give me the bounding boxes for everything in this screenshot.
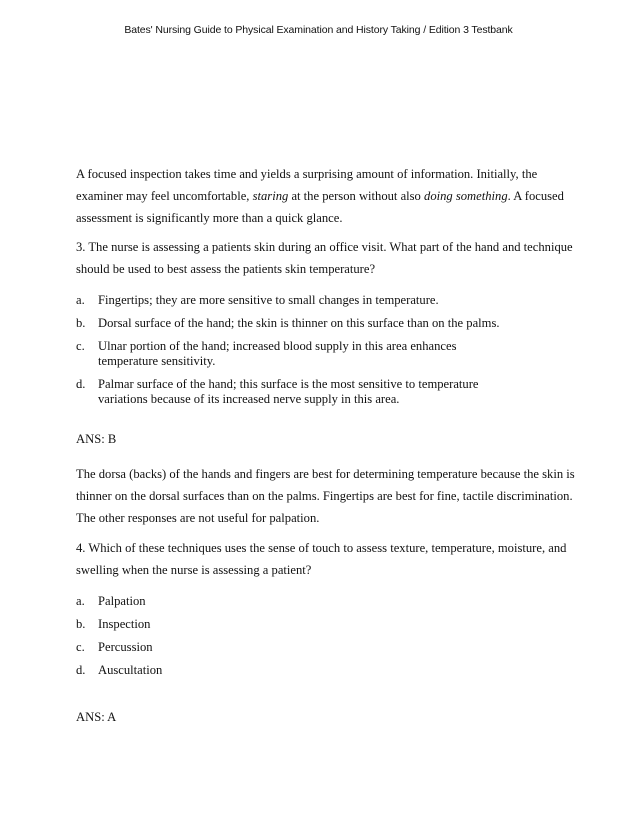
- option-text: Fingertips; they are more sensitive to small changes in temperature.: [98, 293, 439, 307]
- intro-text-2: at the person without also: [288, 189, 425, 203]
- option-text: Palmar surface of the hand; this surface is the most sensitive to temperature: [98, 377, 479, 391]
- option-letter: b.: [76, 617, 86, 631]
- question-3-option-b: [76, 316, 576, 331]
- option-letter: c.: [76, 640, 85, 654]
- option-letter: b.: [76, 316, 86, 330]
- option-text-cont: temperature sensitivity.: [98, 354, 216, 368]
- option-letter: a.: [76, 594, 85, 608]
- question-3-option-c: [76, 339, 576, 369]
- intro-paragraph: [76, 163, 576, 229]
- page-header: Bates' Nursing Guide to Physical Examination and History Taking / Edition 3 Testbank: [124, 24, 513, 36]
- option-letter: d.: [76, 377, 86, 391]
- question-3-text: 3. The nurse is assessing a patients skin during an office visit. What part of the hand and technique should be used to best assess the patients skin temperature?: [76, 240, 573, 276]
- intro-text-1: A focused inspection takes time and yields a surprising amount of information. Initially, the examiner may feel uncomfortable,: [76, 167, 538, 203]
- option-text: Auscultation: [98, 663, 163, 677]
- question-4-option-a: [76, 594, 576, 609]
- option-text: Percussion: [98, 640, 153, 654]
- question-4-text: 4. Which of these techniques uses the sense of touch to assess texture, temperature, moisture, and swelling when the nurse is assessing a patient?: [76, 541, 567, 577]
- intro-emphasis-staring: staring: [252, 189, 289, 203]
- question-3-rationale: The dorsa (backs) of the hands and fingers are best for determining temperature because the skin is thinner on the dorsal surfaces than on the palms. Fingertips are best for fine, tactile discrimination. The other responses are not useful for palpation.: [76, 467, 575, 525]
- question-4-option-b: [76, 617, 576, 632]
- option-text-cont: variations because of its increased nerve supply in this area.: [98, 392, 400, 406]
- question-4-option-c: [76, 640, 576, 655]
- option-text: Inspection: [98, 617, 151, 631]
- question-4-option-d: [76, 663, 576, 678]
- question-3-answer: ANS: B: [76, 432, 117, 446]
- question-4-answer: ANS: A: [76, 710, 117, 724]
- question-3-option-d: [76, 377, 576, 407]
- question-3-options: [76, 293, 576, 407]
- option-letter: c.: [76, 339, 85, 353]
- question-4-options: [76, 594, 576, 678]
- option-letter: d.: [76, 663, 86, 677]
- option-letter: a.: [76, 293, 85, 307]
- option-text: Palpation: [98, 594, 146, 608]
- intro-emphasis-doing: doing something: [424, 189, 508, 203]
- question-3-option-a: [76, 293, 576, 308]
- option-text: Ulnar portion of the hand; increased blood supply in this area enhances: [98, 339, 457, 353]
- intro-text-3: . A focused assessment is significantly more than a quick glance.: [76, 189, 564, 225]
- option-text: Dorsal surface of the hand; the skin is thinner on this surface than on the palms.: [98, 316, 500, 330]
